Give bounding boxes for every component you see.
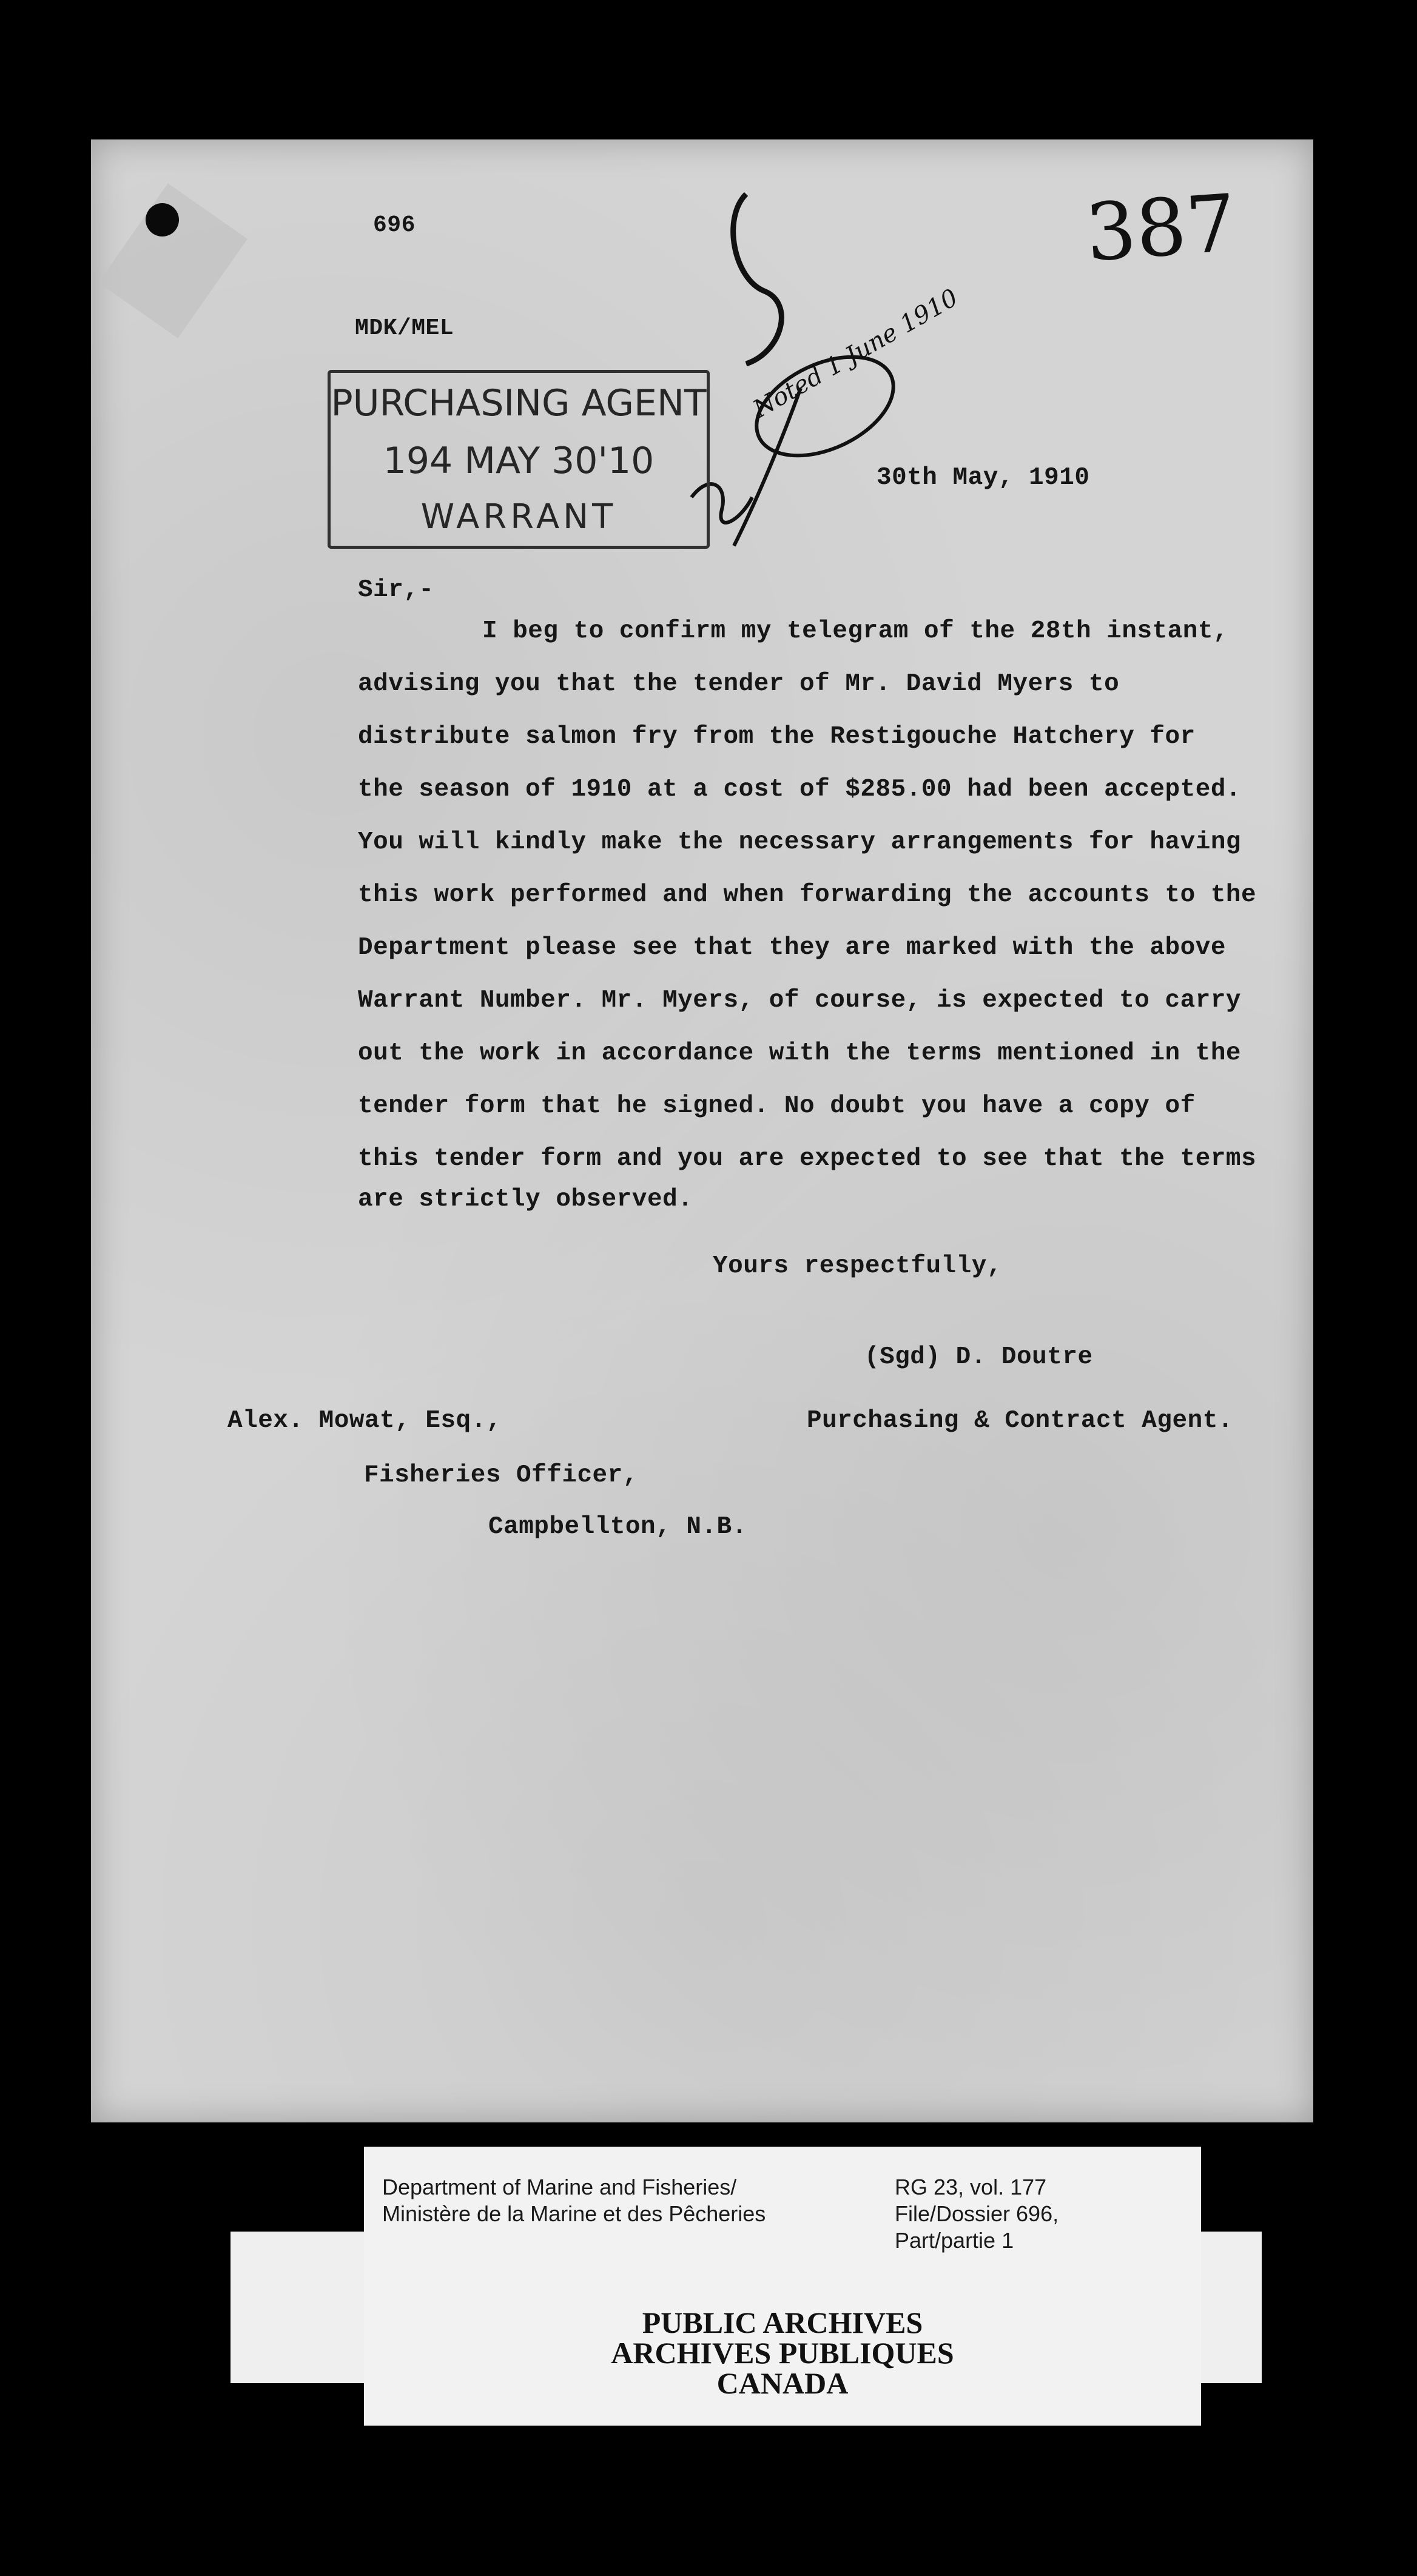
noted-annotation: Noted 1 June 1910 [749,283,963,424]
body-line: are strictly observed. [358,1186,693,1213]
reference-part: Part/partie 1 [895,2228,1014,2253]
department-line-en: Department of Marine and Fisheries/ [382,2175,737,2199]
body-line: this work performed and when forwarding the accounts to the [358,881,1257,909]
reference-group: RG 23, vol. 177 [895,2175,1047,2199]
body-line: tender form that he signed. No doubt you have a copy of [358,1092,1196,1120]
folio-number: 387 [1083,176,1240,280]
closing: Yours respectfully, [713,1252,1002,1280]
archive-label [364,2147,1201,2426]
stamp-number-date: 194 MAY 30'10 [383,440,655,482]
initials: MDK/MEL [355,315,454,341]
signature: (Sgd) D. Doutre [864,1343,1093,1371]
archives-line-country: CANADA [716,2366,849,2400]
addressee-name: Alex. Mowat, Esq., [227,1407,502,1435]
purchasing-agent-stamp [328,370,710,549]
body-line: distribute salmon fry from the Restigouche Hatchery for [358,723,1196,751]
department-line-fr: Ministère de la Marine et des Pêcheries [382,2201,766,2226]
stamp-title: PURCHASING AGENT [331,382,707,424]
file-number: 696 [373,212,416,238]
body-line: Warrant Number. Mr. Myers, of course, is expected to carry [358,987,1242,1015]
body-line: Department please see that they are marked with the above [358,934,1226,962]
archives-line-en: PUBLIC ARCHIVES [642,2306,923,2340]
body-line: You will kindly make the necessary arrangements for having [358,828,1242,856]
addressee-position: Fisheries Officer, [364,1461,638,1489]
signer-title: Purchasing & Contract Agent. [807,1407,1233,1435]
body-line: advising you that the tender of Mr. David Myers to [358,670,1120,698]
archives-line-fr: ARCHIVES PUBLIQUES [611,2336,954,2370]
body-line: out the work in accordance with the terms mentioned in the [358,1039,1242,1067]
punch-hole [146,203,179,236]
body-line: I beg to confirm my telegram of the 28th instant, [482,617,1229,645]
letter-date: 30th May, 1910 [877,464,1090,492]
body-line: the season of 1910 at a cost of $285.00 had been accepted. [358,776,1242,803]
reference-file: File/Dossier 696, [895,2201,1059,2226]
salutation: Sir,- [358,576,434,604]
body-line: this tender form and you are expected to see that the terms [358,1145,1257,1173]
addressee-location: Campbellton, N.B. [488,1513,747,1541]
stamp-warrant: WARRANT [420,497,617,537]
